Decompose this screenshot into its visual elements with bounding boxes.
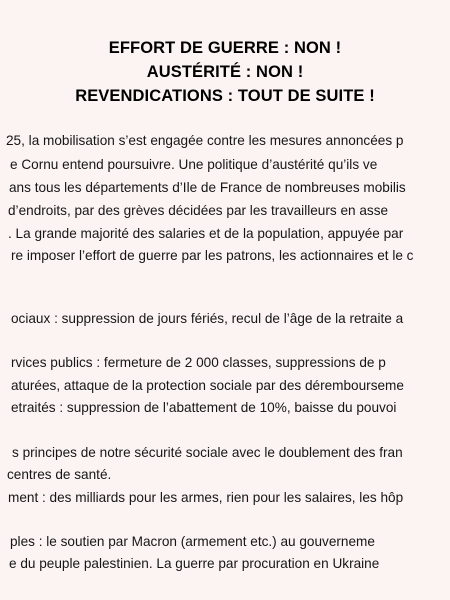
list-item-3: aturées, attaque de la protection sociale par des dérembourseme	[11, 378, 404, 393]
list-item-4: etraités : suppression de l’abattement de 10%, baisse du pouvoi	[11, 400, 397, 415]
intro-line-2: e Cornu entend poursuivre. Une politique d’austérité qu’ils ve	[10, 157, 378, 172]
headline	[0, 36, 450, 108]
intro-line-5: . La grande majorité des salaries et de la population, appuyée par	[8, 226, 404, 241]
list-item-1: ociaux : suppression de jours fériés, recul de l’âge de la retraite a	[11, 311, 404, 326]
list-item-8: ples : le soutien par Macron (armement etc.) au gouverneme	[10, 534, 375, 549]
headline-line-2: AUSTÉRITÉ : NON !	[146, 63, 304, 81]
list-item-6: centres de santé.	[7, 467, 112, 482]
headline-line-3: REVENDICATIONS : TOUT DE SUITE !	[75, 87, 375, 105]
list-item-5: s principes de notre sécurité sociale avec le doublement des fran	[12, 445, 403, 460]
list-item-9: e du peuple palestinien. La guerre par procuration en Ukraine	[9, 556, 380, 571]
intro-line-3: ans tous les départements d’Ile de France de nombreuses mobilis	[9, 180, 406, 195]
list-item-7: ment : des milliards pour les armes, rien pour les salaires, les hôp	[8, 490, 404, 505]
list-item-2: rvices publics : fermeture de 2 000 classes, suppressions de p	[11, 355, 386, 370]
intro-line-4: d’endroits, par des grèves décidées par les travailleurs en asse	[8, 203, 389, 218]
headline-line-1: EFFORT DE GUERRE : NON !	[108, 39, 342, 57]
intro-line-1: 25, la mobilisation s’est engagée contre les mesures annoncées p	[6, 133, 404, 148]
intro-line-6: re imposer l’effort de guerre par les patrons, les actionnaires et le c	[11, 248, 414, 263]
